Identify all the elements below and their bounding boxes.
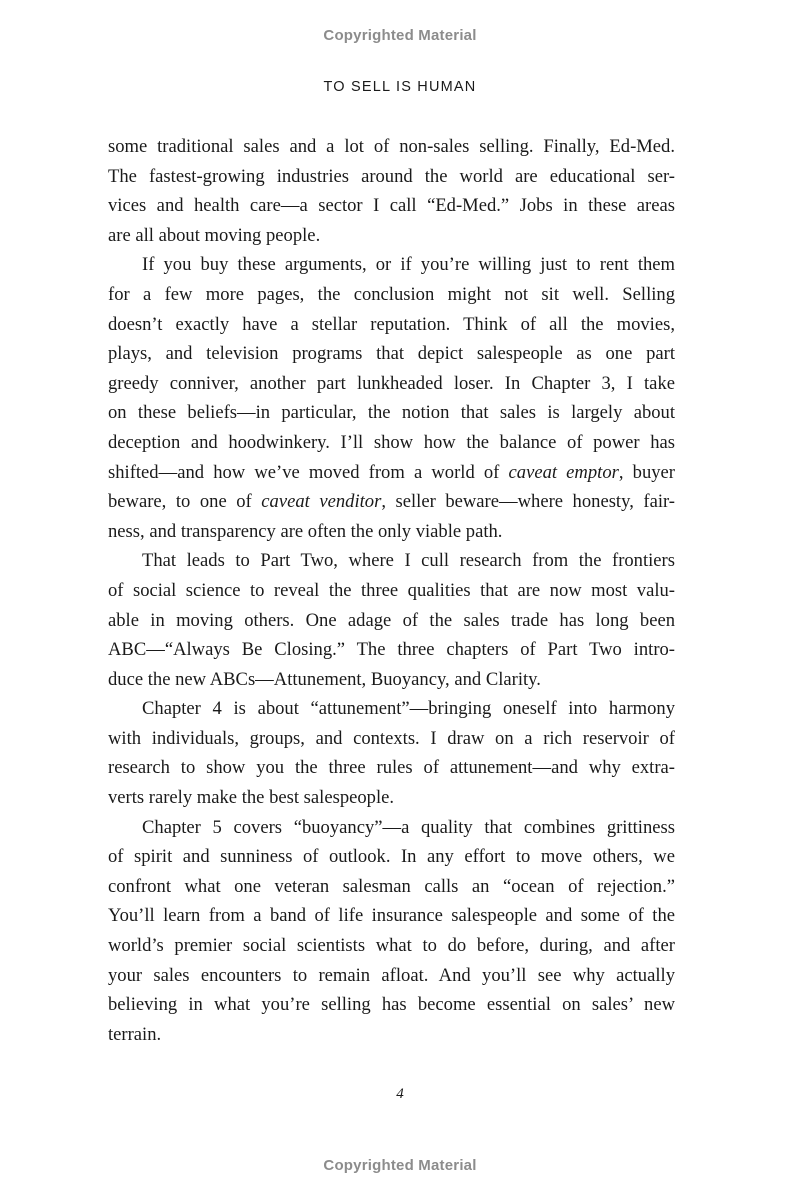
- text-line: some traditional sales and a lot of non-sales selling. Finally, Ed-Med.: [108, 136, 675, 157]
- text-line: Chapter 4 is about “attunement”—bringing oneself into harmony: [142, 698, 675, 720]
- text-line: [108, 487, 675, 517]
- text-line: confront what one veteran salesman calls an “ocean of rejection.”: [108, 875, 675, 897]
- paragraph-3: [108, 546, 675, 694]
- text-line: verts rarely make the best salespeople.: [108, 787, 395, 809]
- text-line: of social science to reveal the three qualities that are now most valu-: [108, 579, 675, 601]
- text-line: are all about moving people.: [108, 224, 321, 246]
- page-number: 4: [396, 1086, 404, 1102]
- text-line: research to show you the three rules of attunement—and why extra-: [108, 757, 675, 779]
- text-line: believing in what you’re selling has become essential on sales’ new: [108, 994, 675, 1016]
- text-line: plays, and television programs that depict salespeople as one part: [108, 343, 675, 365]
- paragraph-2: [108, 250, 675, 546]
- text-line: Chapter 5 covers “buoyancy”—a quality that combines grittiness: [142, 816, 675, 838]
- text-segment: beware, to one of: [108, 491, 262, 513]
- text-line: able in moving others. One adage of the sales trade has long been: [108, 609, 675, 631]
- copyright-watermark-top: Copyrighted Material: [323, 27, 477, 44]
- text-line: with individuals, groups, and contexts. I draw on a rich reservoir of: [108, 727, 675, 749]
- text-line: world’s premier social scientists what to do before, during, and after: [108, 935, 675, 957]
- text-line: for a few more pages, the conclusion might not sit well. Selling: [108, 283, 675, 305]
- text-line: That leads to Part Two, where I cull research from the frontiers: [142, 550, 675, 572]
- text-line: [108, 458, 675, 488]
- copyright-watermark-bottom: Copyrighted Material: [323, 1157, 477, 1174]
- paragraph-1: [108, 132, 675, 250]
- text-segment: , buyer: [618, 461, 675, 483]
- text-segment: shifted—and how we’ve moved from a world of: [108, 461, 509, 483]
- running-head: TO SELL IS HUMAN: [323, 79, 477, 95]
- text-line: your sales encounters to remain afloat. And you’ll see why actually: [108, 964, 675, 986]
- paragraph-5: [108, 813, 675, 1050]
- italic-term: caveat venditor: [261, 491, 382, 513]
- text-line: ness, and transparency are often the only viable path.: [108, 520, 503, 542]
- text-line: on these beliefs—in particular, the notion that sales is largely about: [108, 402, 675, 424]
- text-line: You’ll learn from a band of life insurance salespeople and some of the: [108, 905, 675, 927]
- text-line: deception and hoodwinkery. I’ll show how the balance of power has: [108, 431, 675, 453]
- text-line: ABC—“Always Be Closing.” The three chapters of Part Two intro-: [108, 639, 675, 661]
- text-line: vices and health care—a sector I call “Ed-Med.” Jobs in these areas: [108, 195, 675, 217]
- body-text: [108, 132, 675, 1049]
- text-line: doesn’t exactly have a stellar reputation. Think of all the movies,: [108, 313, 675, 335]
- italic-term: caveat emptor: [508, 461, 619, 483]
- text-line: If you buy these arguments, or if you’re willing just to rent them: [142, 254, 675, 276]
- text-line: of spirit and sunniness of outlook. In any effort to move others, we: [108, 846, 675, 868]
- text-line: terrain.: [108, 1023, 162, 1045]
- text-segment: , seller beware—where honesty, fair-: [381, 491, 676, 513]
- text-line: greedy conniver, another part lunkheaded loser. In Chapter 3, I take: [108, 372, 675, 394]
- paragraph-4: [108, 694, 675, 812]
- text-line: duce the new ABCs—Attunement, Buoyancy, and Clarity.: [108, 668, 541, 690]
- text-line: The fastest-growing industries around the world are educational ser-: [108, 165, 675, 187]
